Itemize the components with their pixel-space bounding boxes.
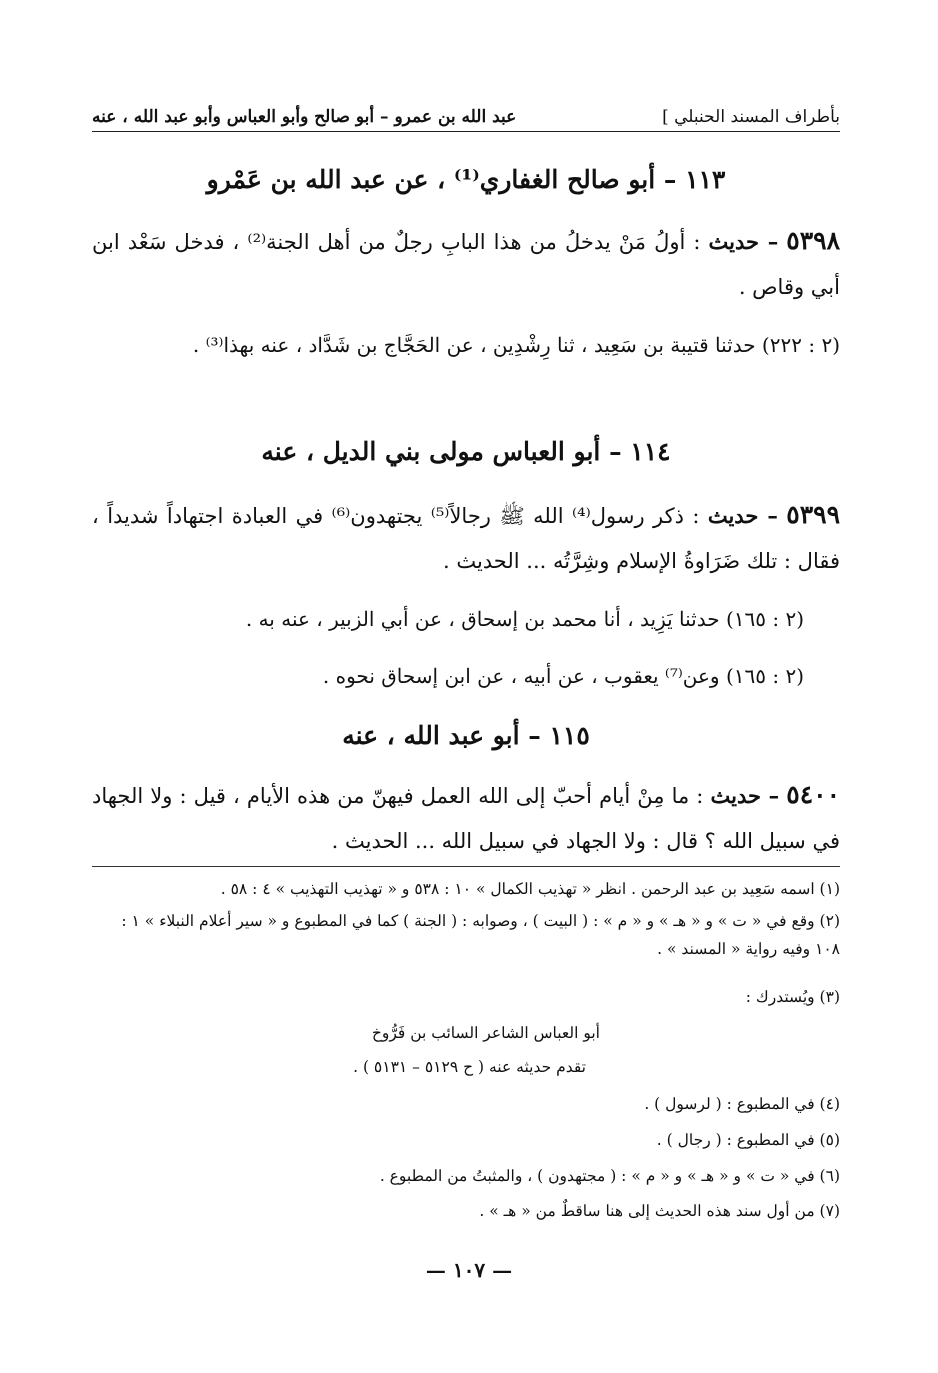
footnote-4: (٤) في المطبوع : ( لرسول ) . (644, 1095, 840, 1113)
hadith-number: ٥٣٩٨ (786, 226, 840, 255)
hadith-number: ٥٣٩٩ (786, 500, 840, 529)
section-heading-113: ١١٣ – أبو صالح الغفاري⁽¹⁾ ، عن عبد الله بن عَمْرو (206, 165, 726, 194)
footnote-3: (٣) ويُستدرك : (745, 988, 840, 1006)
footnote-3-name: أبو العباس الشاعر السائب بن فَرُّوخ (371, 1024, 600, 1042)
running-header (92, 96, 840, 132)
section-heading-115: ١١٥ – أبو عبد الله ، عنه (342, 721, 590, 750)
header-section-title: عبد الله بن عمرو – أبو صالح وأبو العباس وأبو عبد الله ، عنه (92, 107, 517, 127)
isnad-chain: (٢ : ١٦٥) وعن⁽⁷⁾ يعقوب ، عن أبيه ، عن ابن إسحاق نحوه . (322, 664, 804, 688)
footnote-2: (٢) وقع في « ت » و « هـ » و « م » : ( البيت ) ، وصوابه : ( الجنة ) كما في المطبوع و « سير أعلام النبلاء » ١ : ١٠٨ وفيه رواية « المسند » . (121, 912, 840, 958)
hadith-number: ٥٤٠٠ (786, 780, 840, 809)
header-book-title: بأطراف المسند الحنبلي ] (662, 107, 840, 127)
section-heading-114: ١١٤ – أبو العباس مولى بني الديل ، عنه (261, 437, 671, 466)
hadith-label: – حديث (710, 783, 780, 808)
footnote-7: (٧) من أول سند هذه الحديث إلى هنا ساقطٌ من « هـ » . (479, 1202, 840, 1220)
hadith-text: : أولُ مَنْ يدخلُ من هذا البابِ رجلٌ من أهل الجنة⁽²⁾ ، فدخل سَعْد ابن أبي وقاص . (92, 230, 840, 299)
hadith-5398 (92, 218, 840, 310)
page-number: — ١٠٧ — (425, 1258, 513, 1282)
hadith-5399 (92, 492, 840, 584)
footnote-separator (92, 866, 840, 867)
isnad-chain: (٢ : ٢٢٢) حدثنا قتيبة بن سَعِيد ، ثنا رِشْدِين ، عن الحَجَّاج بن شَدَّاد ، عنه بهذا⁽³⁾ . (192, 333, 840, 357)
hadith-label: – حديث (708, 229, 779, 254)
footnote-5: (٥) في المطبوع : ( رجال ) . (656, 1131, 840, 1149)
hadith-5400 (92, 772, 840, 864)
hadith-text: : ذكر رسول⁽⁴⁾ الله ﷺ رجالاً⁽⁵⁾ يجتهدون⁽⁶⁾ في العبادة اجتهاداً شديداً ، فقال : تلك ضَرَاوةُ الإسلام وشِرَّتُه ... الحديث . (92, 504, 840, 573)
footnote-3-note: تقدم حديثه عنه ( ح ٥١٢٩ – ٥١٣١ ) . (353, 1058, 586, 1076)
footnote-6: (٦) في « ت » و « هـ » و « م » : ( مجتهدون ) ، والمثبتُ من المطبوع . (379, 1167, 840, 1185)
footnote-1: (١) اسمه سَعِيد بن عبد الرحمن . انظر « تهذيب الكمال » ١٠ : ٥٣٨ و « تهذيب التهذيب » ٤ : ٥٨ . (220, 880, 840, 898)
isnad-chain: (٢ : ١٦٥) حدثنا يَزِيد ، أنا محمد بن إسحاق ، عن أبي الزبير ، عنه به . (245, 607, 804, 631)
hadith-text: : ما مِنْ أيام أحبّ إلى الله العمل فيهنّ من هذه الأيام ، قيل : ولا الجهاد في سبيل الله ؟ قال : ولا الجهاد في سبيل الله ... الحديث . (92, 784, 840, 853)
hadith-label: – حديث (707, 503, 778, 528)
